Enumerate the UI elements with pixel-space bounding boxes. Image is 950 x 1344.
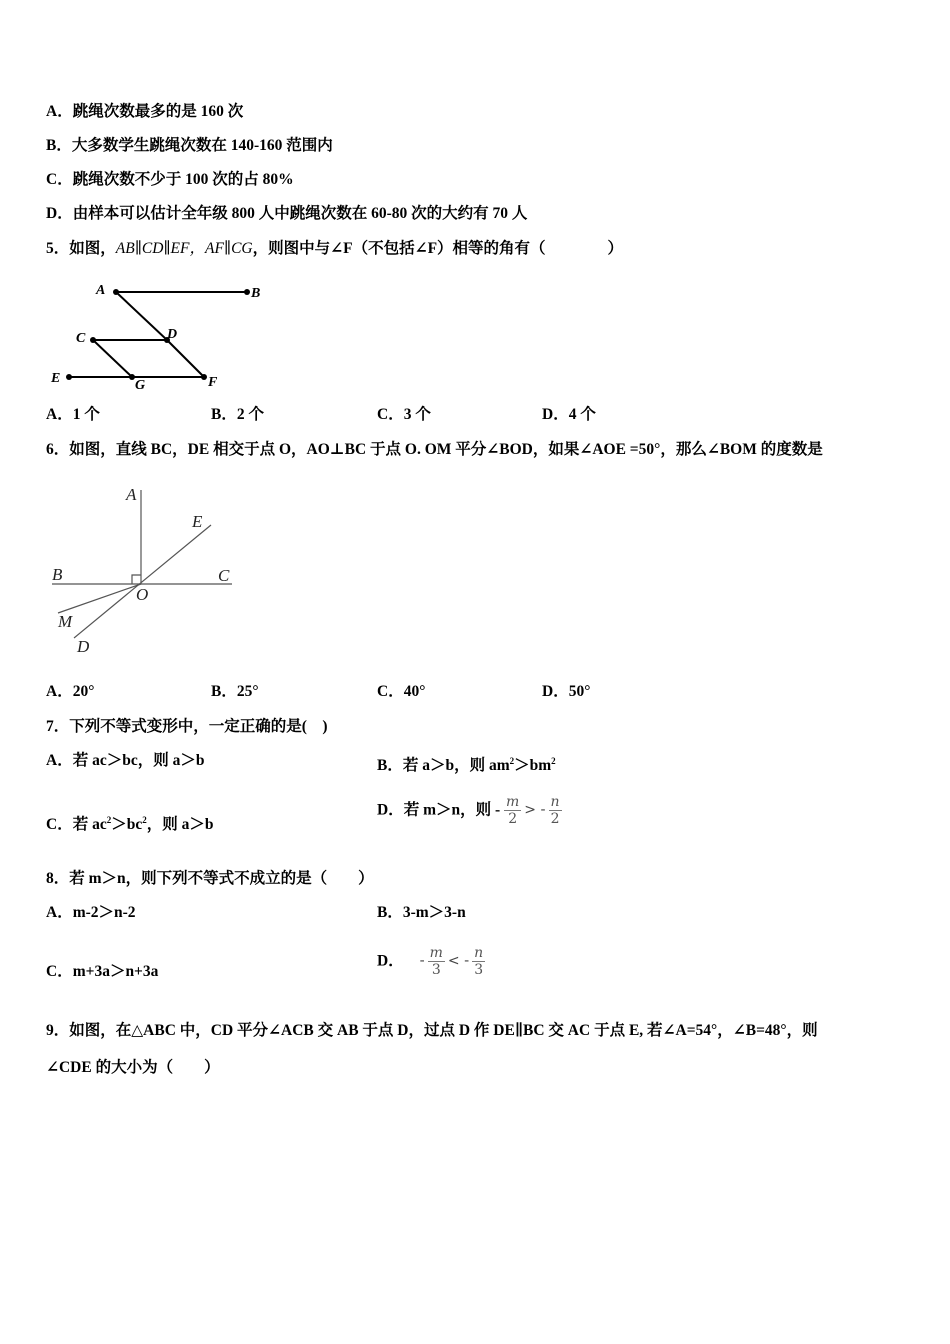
q9-stem-line1: 9．如图，在△ABC 中，CD 平分∠ACB 交 AB 于点 D，过点 D 作 DE∥BC 交 AC 于点 E, 若∠A=54°，∠B=48°，则 [46, 1022, 818, 1039]
q8-option-a: A．m-2＞n-2 [46, 904, 136, 921]
q7-fraction-n-over-2 [549, 794, 562, 827]
q7-option-d [377, 790, 562, 830]
q5-label-f: F [208, 375, 218, 390]
q8-option-d-pre: D． [377, 952, 404, 970]
q8-option-c: C．m+3a＞n+3a [46, 963, 159, 980]
q5-option-c: C．3 个 [377, 406, 431, 423]
q6-label-c: C [218, 566, 230, 585]
q8-fraction-den-3: 3 [431, 961, 441, 978]
q7-fraction-den-2: 2 [508, 810, 518, 827]
q8-option-d [377, 941, 485, 981]
q6-stem: 6．如图，直线 BC，DE 相交于点 O，AO⊥BC 于点 O. OM 平分∠BOD，如果∠AOE =50°，那么∠BOM 的度数是 [46, 441, 823, 458]
q5-option-d: D．4 个 [542, 406, 596, 423]
q5-label-c: C [76, 331, 86, 346]
q6-option-a: A．20° [46, 683, 95, 700]
q6-label-d: D [77, 637, 90, 656]
q8-minus-1: - [419, 953, 425, 969]
q8-fraction-num-n: n [474, 944, 484, 961]
q8-stem: 8．若 m＞n，则下列不等式不成立的是（ ） [46, 870, 374, 887]
q5-label-d: D [167, 327, 178, 342]
q7-option-c [46, 810, 213, 835]
q7-option-c-mid: ＞bc [111, 816, 143, 834]
q7-option-b-pre: B．若 a＞b，则 am [377, 757, 510, 775]
q8-option-b: B．3-m＞3-n [377, 904, 466, 921]
q5-figure [46, 278, 286, 393]
q5-option-b: B．2 个 [211, 406, 264, 423]
q5-label-e: E [51, 371, 61, 386]
q6-label-m: M [58, 612, 73, 631]
q7-fraction-den-2b: 2 [550, 810, 560, 827]
q6-label-b: B [52, 565, 63, 584]
q6-option-c: C．40° [377, 683, 426, 700]
q7-option-b [377, 751, 556, 776]
q5-option-a: A．1 个 [46, 406, 100, 423]
q4-option-c: C．跳绳次数不少于 100 次的占 80% [46, 171, 294, 188]
q6-option-b: B．25° [211, 683, 259, 700]
q7-option-b-exp2: 2 [551, 756, 556, 766]
q5-label-g: G [135, 378, 146, 393]
q7-fraction-num-n: n [550, 793, 560, 810]
q6-option-d: D．50° [542, 683, 591, 700]
q4-option-a: A．跳绳次数最多的是 160 次 [46, 103, 244, 120]
q7-option-d-pre: D．若 m＞n，则 - [377, 801, 501, 819]
q6-label-o: O [136, 585, 149, 604]
q6-label-e: E [192, 512, 203, 531]
q5-label-a: A [96, 283, 106, 298]
q8-fraction-num-m: m [429, 944, 443, 961]
q4-option-d: D．由样本可以估计全年级 800 人中跳绳次数在 60-80 次的大约有 70 人 [46, 205, 528, 222]
q5-label-b: B [251, 286, 261, 301]
q7-greater-minus: > - [524, 802, 546, 818]
q7-stem: 7．下列不等式变形中，一定正确的是( ) [46, 718, 328, 735]
q7-option-a: A．若 ac＞bc，则 a＞b [46, 752, 205, 769]
q7-fraction-num-m: m [506, 793, 520, 810]
q5-number: 5．如图， [46, 240, 116, 257]
q8-fraction-den-3b: 3 [474, 961, 484, 978]
q7-option-c-post: ，则 a＞b [146, 816, 214, 834]
q7-option-b-exp1: 2 [509, 756, 515, 766]
q7-option-c-exp2: 2 [142, 815, 147, 825]
q5-rest: ，则图中与∠F（不包括∠F）相等的角有（ ） [252, 240, 624, 257]
q5-condition: AB∥CD∥EF，AF∥CG [115, 240, 253, 257]
q7-option-b-mid: ＞bm [514, 757, 552, 775]
q6-label-a: A [126, 485, 137, 504]
q4-option-b: B．大多数学生跳绳次数在 140-160 范围内 [46, 137, 333, 154]
q7-option-c-pre: C．若 ac [46, 816, 107, 834]
q7-option-c-exp1: 2 [106, 815, 112, 825]
q8-fraction-n-over-3 [472, 945, 485, 978]
q5-stem [46, 239, 623, 259]
q9-stem-line2: ∠CDE 的大小为（ ） [46, 1059, 220, 1076]
q7-fraction-m-over-2 [504, 794, 521, 827]
q8-less-minus: < - [447, 953, 470, 969]
q6-figure [46, 480, 246, 660]
q8-fraction-m-over-3 [428, 945, 445, 978]
